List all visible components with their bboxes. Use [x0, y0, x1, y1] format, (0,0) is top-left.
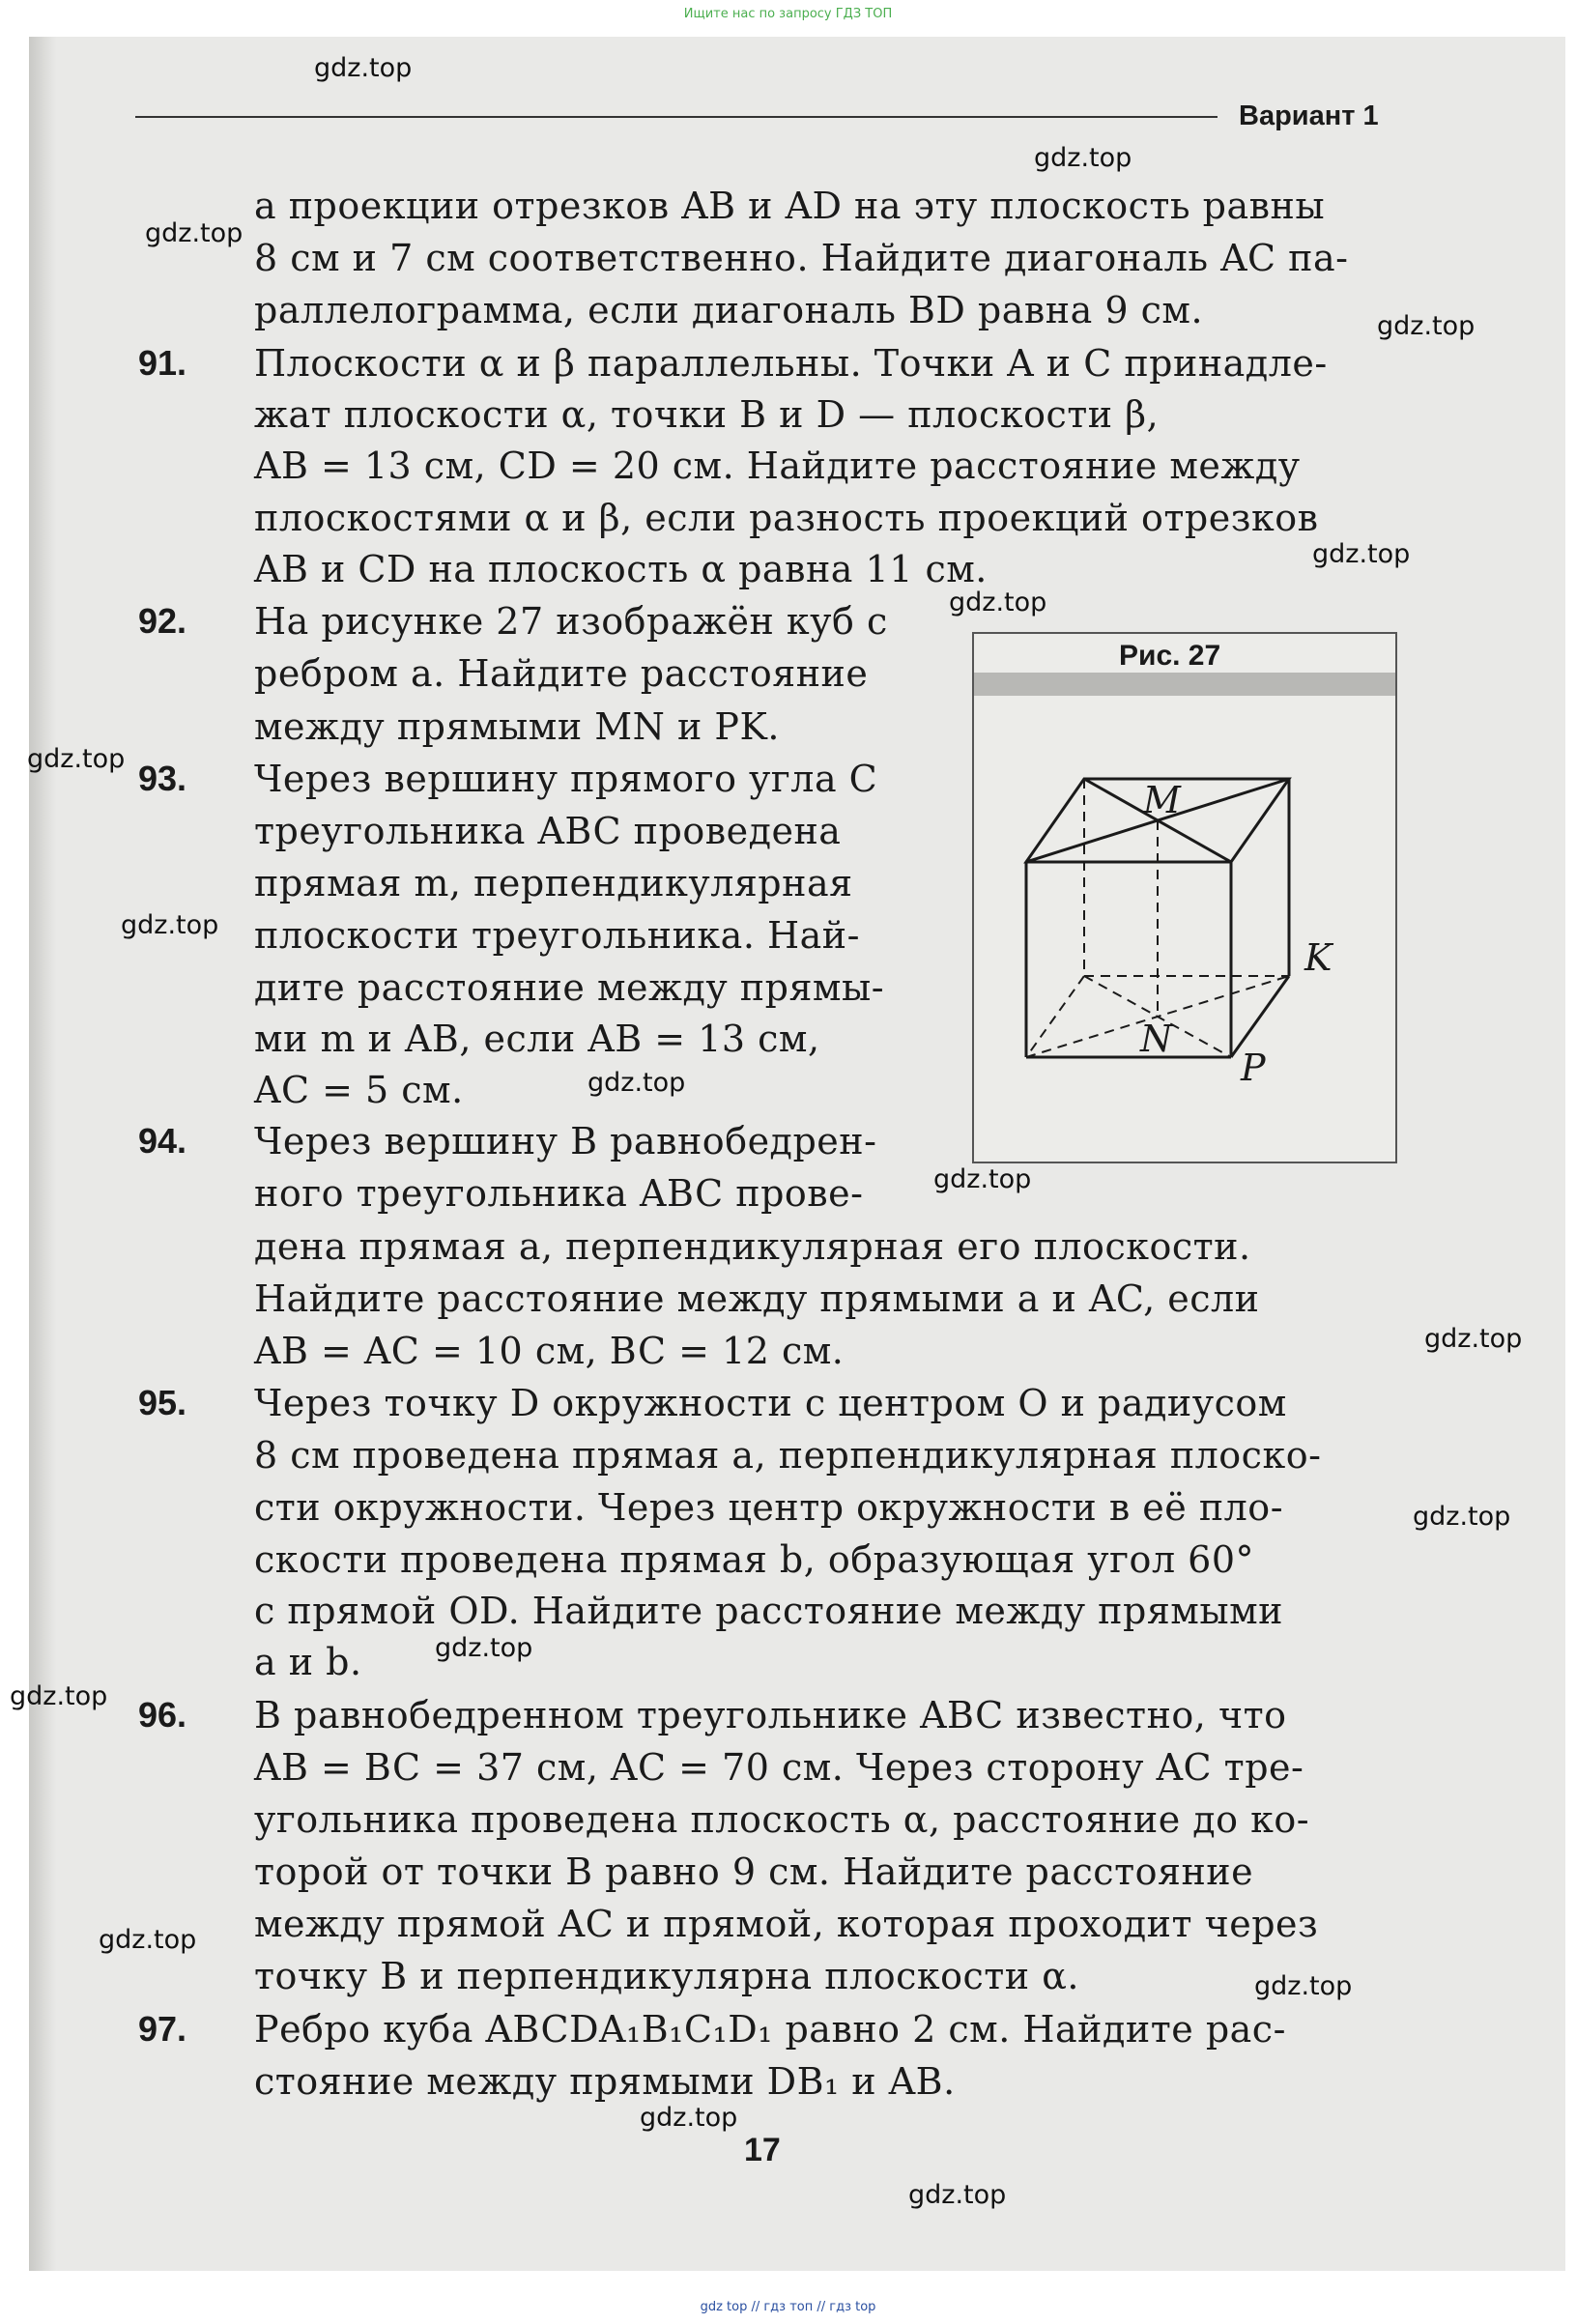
text-line: Через вершину B равнобедрен- — [254, 1120, 877, 1162]
label-K: K — [1304, 936, 1332, 979]
text-line: торой от точки B равно 9 см. Найдите расстояние — [254, 1851, 1254, 1893]
text-line: AB = AC = 10 см, BC = 12 см. — [254, 1330, 845, 1372]
watermark: gdz.top — [121, 910, 219, 940]
text-line: скости проведена прямая b, образующая угол 60° — [254, 1538, 1255, 1581]
watermark: gdz.top — [27, 744, 126, 774]
cube-drawing — [974, 634, 1395, 1162]
text-line: На рисунке 27 изображён куб с — [254, 600, 888, 643]
text-line: Через вершину прямого угла C — [254, 758, 878, 800]
text-line: 8 см проведена прямая a, перпендикулярная плоско- — [254, 1434, 1322, 1477]
watermark: gdz.top — [949, 588, 1047, 617]
text-line: В равнобедренном треугольнике ABC известно, что — [254, 1694, 1287, 1736]
problem-number-96: 96. — [138, 1695, 187, 1735]
watermark: gdz.top — [1034, 143, 1132, 173]
text-line: а проекции отрезков AB и AD на эту плоскость равны — [254, 185, 1326, 227]
watermark: gdz.top — [435, 1633, 533, 1663]
text-line: жат плоскости α, точки B и D — плоскости β, — [254, 393, 1160, 436]
text-line: сти окружности. Через центр окружности в её пло- — [254, 1486, 1284, 1529]
text-line: дите расстояние между прямы- — [254, 966, 885, 1009]
text-line: раллелограмма, если диагональ BD равна 9 см. — [254, 289, 1204, 331]
text-line: угольника проведена плоскость α, расстояние до ко- — [254, 1798, 1310, 1841]
page-number: 17 — [744, 2132, 781, 2168]
text-line: ребром a. Найдите расстояние — [254, 652, 869, 695]
problem-number-95: 95. — [138, 1383, 187, 1422]
variant-header: Вариант 1 — [1239, 100, 1379, 131]
hidden-edge — [1026, 976, 1084, 1057]
text-line: AB и CD на плоскость α равна 11 см. — [254, 548, 988, 590]
footer-links[interactable]: gdz top // гдз топ // гдз top — [700, 2300, 876, 2314]
text-line: a и b. — [254, 1641, 362, 1683]
text-line: ного треугольника ABC прове- — [254, 1172, 864, 1215]
text-line: треугольника ABC проведена — [254, 810, 842, 852]
watermark: gdz.top — [1424, 1324, 1523, 1354]
header-rule — [135, 116, 1218, 118]
problem-number-92: 92. — [138, 601, 187, 641]
text-line: Ребро куба ABCDA₁B₁C₁D₁ равно 2 см. Найдите рас- — [254, 2008, 1286, 2051]
problem-number-97: 97. — [138, 2009, 187, 2049]
watermark: gdz.top — [1254, 1971, 1353, 2001]
text-line: Плоскости α и β параллельны. Точки A и C принадле- — [254, 342, 1328, 385]
text-line: между прямыми MN и PK. — [254, 705, 780, 748]
text-line: дена прямая a, перпендикулярная его плоскости. — [254, 1225, 1251, 1268]
text-line: AC = 5 см. — [254, 1069, 464, 1111]
text-line: плоскости треугольника. Най- — [254, 914, 860, 957]
watermark: gdz.top — [587, 1068, 686, 1098]
problem-number-94: 94. — [138, 1121, 187, 1161]
label-M: M — [1143, 779, 1181, 821]
watermark: gdz.top — [908, 2180, 1007, 2210]
watermark: gdz.top — [1413, 1502, 1511, 1532]
watermark: gdz.top — [314, 53, 413, 83]
text-line: между прямой AC и прямой, которая проходит через — [254, 1903, 1319, 1945]
figure-27 — [972, 632, 1397, 1163]
text-line: 8 см и 7 см соответственно. Найдите диагональ AC па- — [254, 237, 1349, 279]
text-line: плоскостями α и β, если разность проекций отрезков — [254, 497, 1319, 539]
watermark: gdz.top — [1312, 539, 1411, 569]
watermark: gdz.top — [99, 1925, 197, 1955]
text-line: Через точку D окружности с центром O и радиусом — [254, 1382, 1287, 1424]
watermark: gdz.top — [10, 1681, 108, 1711]
text-line: стояние между прямыми DB₁ и AB. — [254, 2060, 956, 2103]
cube-edge — [1231, 976, 1289, 1057]
text-line: точку B и перпендикулярна плоскости α. — [254, 1955, 1079, 1997]
label-N: N — [1140, 1018, 1173, 1060]
watermark: gdz.top — [145, 218, 244, 248]
watermark: gdz.top — [640, 2103, 738, 2133]
text-line: AB = BC = 37 см, AC = 70 см. Через сторону AC тре- — [254, 1746, 1304, 1789]
figure-title: Рис. 27 — [1119, 640, 1221, 672]
text-line: с прямой OD. Найдите расстояние между прямыми — [254, 1590, 1283, 1632]
text-line: Найдите расстояние между прямыми a и AC, если — [254, 1277, 1260, 1320]
watermark: gdz.top — [933, 1164, 1032, 1194]
page-edge-shadow — [29, 37, 56, 2271]
top-banner[interactable]: Ищите нас по запросу ГДЗ ТОП — [683, 7, 893, 21]
problem-number-93: 93. — [138, 759, 187, 798]
text-line: ми m и AB, если AB = 13 см, — [254, 1018, 820, 1060]
text-line: прямая m, перпендикулярная — [254, 862, 853, 904]
problem-number-91: 91. — [138, 343, 187, 383]
watermark: gdz.top — [1377, 311, 1476, 341]
label-P: P — [1241, 1047, 1266, 1089]
text-line: AB = 13 см, CD = 20 см. Найдите расстояние между — [254, 445, 1301, 487]
